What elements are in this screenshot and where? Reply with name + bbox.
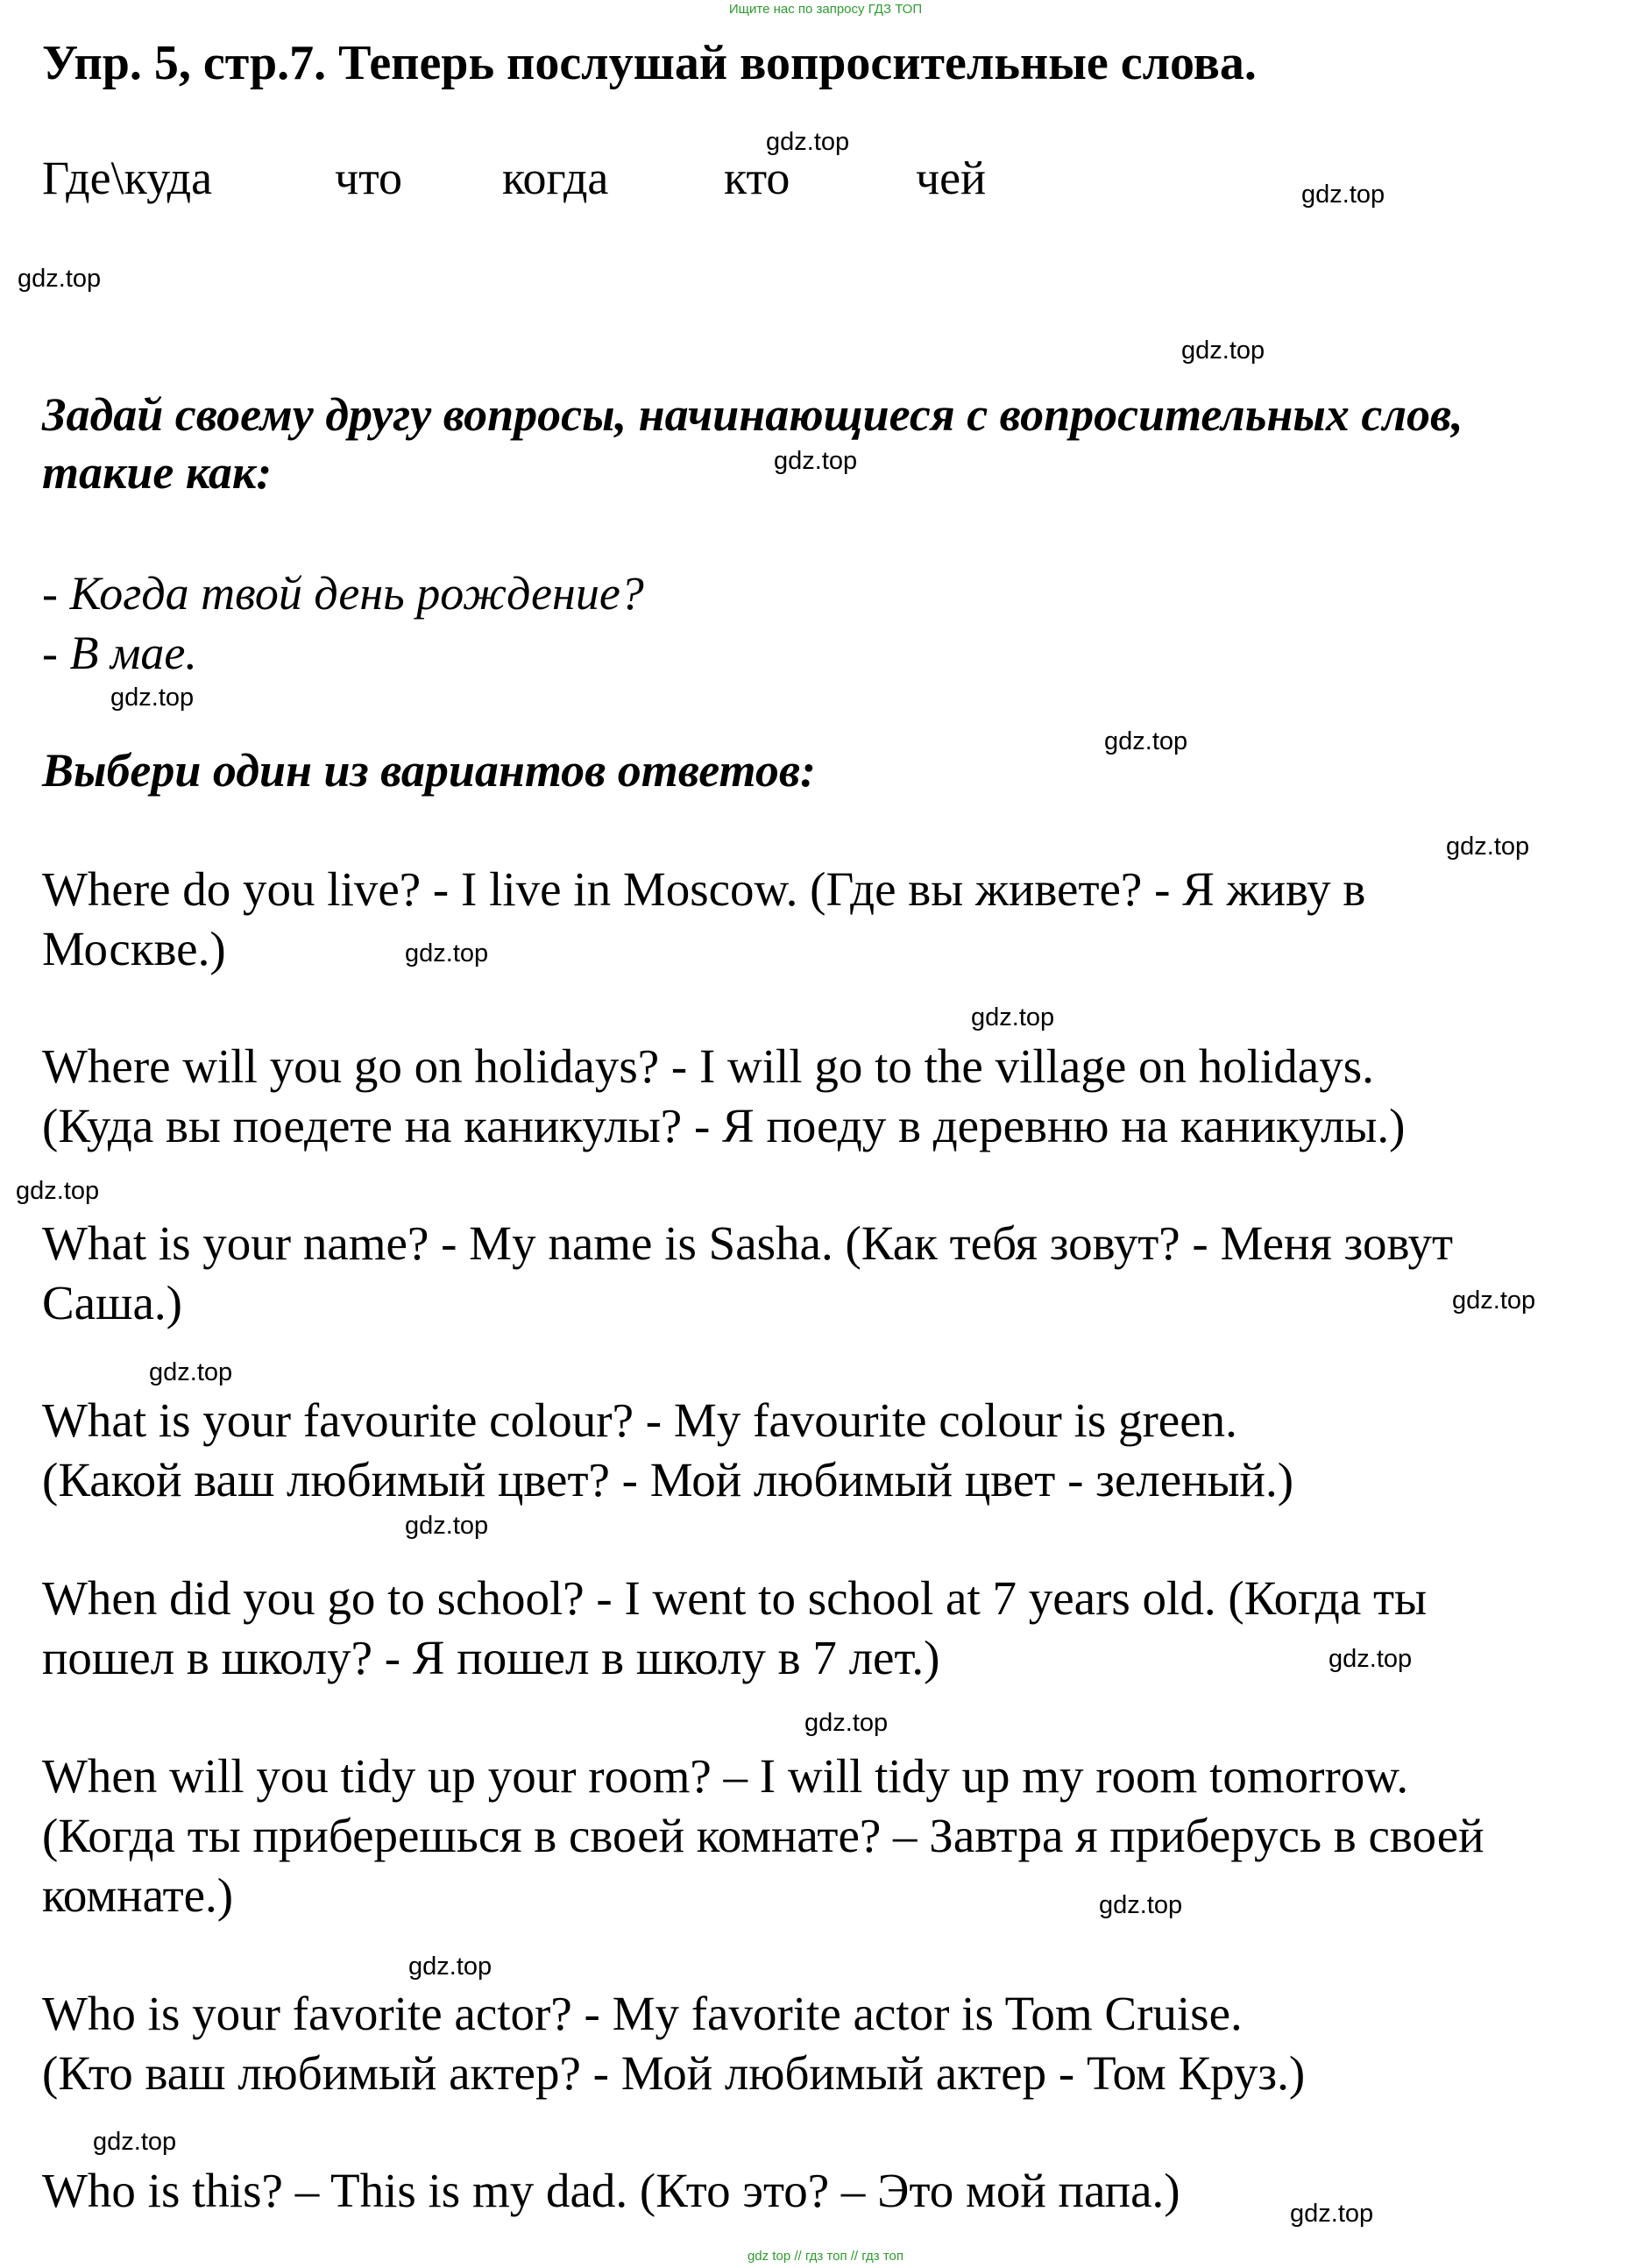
question-word: когда — [502, 152, 609, 204]
instruction-line: такие как: — [42, 446, 273, 499]
answer-line: What is your favourite colour? - My favourite colour is green. — [42, 1393, 1237, 1447]
watermark: gdz.top — [1329, 1645, 1413, 1673]
watermark: gdz.top — [1290, 2200, 1374, 2228]
watermark: gdz.top — [16, 1177, 100, 1205]
watermark: gdz.top — [405, 939, 489, 967]
question-word: чей — [916, 152, 987, 204]
example-line: - В мае. — [42, 627, 197, 679]
question-word: Где\куда — [42, 152, 213, 204]
answer-line: Who is your favorite actor? - My favorite actor is Tom Cruise. — [42, 1987, 1243, 2040]
answer-line: (Куда вы поедете на каникулы? - Я поеду в деревню на каникулы.) — [42, 1099, 1406, 1152]
exercise-title: Упр. 5, стр.7. Теперь послушай вопросительные слова. — [42, 36, 1257, 90]
watermark: gdz.top — [1446, 833, 1530, 861]
watermark: gdz.top — [93, 2128, 177, 2156]
answer-line: Where will you go on holidays? - I will go to the village on holidays. — [42, 1039, 1374, 1093]
answer-line: (Когда ты приберешься в своей комнате? – Завтра я приберусь в своей — [42, 1809, 1484, 1862]
watermark: gdz.top — [1452, 1286, 1536, 1315]
top-banner: Ищите нас по запросу ГДЗ ТОП — [728, 2, 923, 17]
watermark: gdz.top — [149, 1358, 233, 1386]
instruction-line: Задай своему другу вопросы, начинающиеся с вопросительных слов, — [42, 388, 1463, 441]
choose-instruction: Выбери один из вариантов ответов: — [42, 744, 816, 797]
watermark: gdz.top — [804, 1709, 889, 1737]
watermark: gdz.top — [110, 684, 195, 712]
watermark: gdz.top — [18, 265, 102, 293]
answer-line: (Кто ваш любимый актер? - Мой любимый актер - Том Круз.) — [42, 2046, 1306, 2100]
watermark: gdz.top — [1301, 181, 1385, 209]
example-line: - Когда твой день рождение? — [42, 567, 644, 620]
answer-line: комнате.) — [42, 1868, 234, 1922]
answer-line: (Какой ваш любимый цвет? - Мой любимый цвет - зеленый.) — [42, 1453, 1294, 1506]
watermark: gdz.top — [774, 447, 858, 475]
watermark: gdz.top — [1181, 337, 1265, 365]
question-word: кто — [724, 152, 790, 204]
answer-line: What is your name? - My name is Sasha. (Как тебя зовут? - Меня зовут — [42, 1216, 1454, 1270]
answer-line: Москве.) — [42, 922, 226, 975]
watermark: gdz.top — [1099, 1891, 1183, 1919]
answer-line: Who is this? – This is my dad. (Кто это? – Это мой папа.) — [42, 2164, 1180, 2217]
answer-line: пошел в школу? - Я пошел в школу в 7 лет.) — [42, 1631, 940, 1684]
answer-line: Саша.) — [42, 1276, 182, 1329]
watermark: gdz.top — [405, 1512, 489, 1540]
answer-line: When did you go to school? - I went to school at 7 years old. (Когда ты — [42, 1571, 1428, 1625]
watermark: gdz.top — [1104, 727, 1188, 755]
question-word: что — [335, 152, 403, 204]
watermark: gdz.top — [766, 128, 850, 156]
watermark: gdz.top — [971, 1003, 1055, 1031]
footer-text: gdz top // гдз топ // гдз топ — [747, 2249, 904, 2264]
answer-line: When will you tidy up your room? – I will tidy up my room tomorrow. — [42, 1749, 1409, 1803]
answer-line: Where do you live? - I live in Moscow. (Где вы живете? - Я живу в — [42, 862, 1366, 916]
watermark: gdz.top — [408, 1953, 492, 1981]
